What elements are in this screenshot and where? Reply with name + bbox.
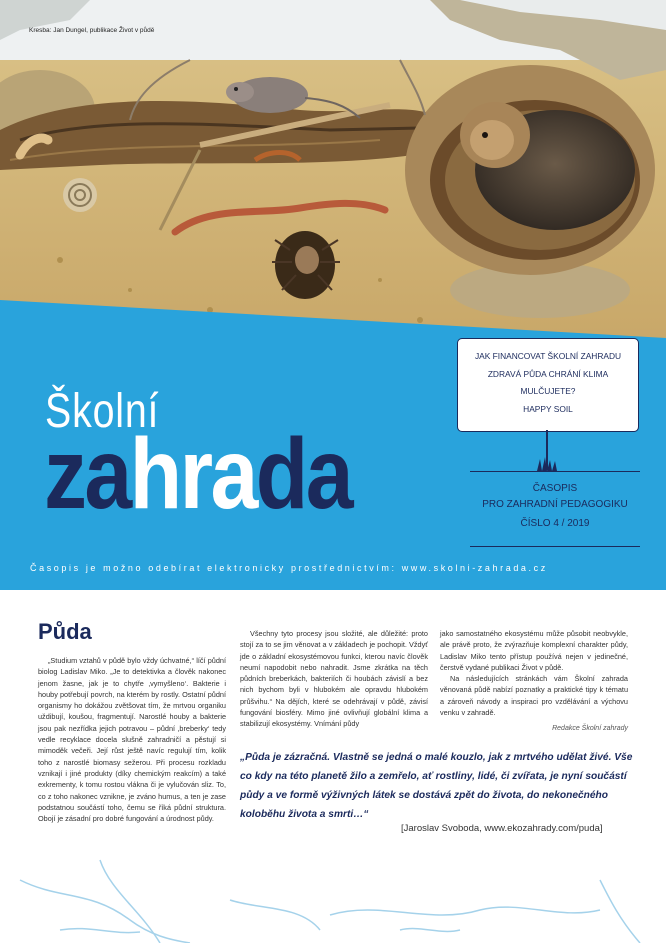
contents-item[interactable]: ZDRAVÁ PŮDA CHRÁNÍ KLIMA bbox=[487, 368, 609, 379]
masthead-za: za bbox=[44, 418, 130, 530]
contents-item[interactable]: JAK FINANCOVAT ŠKOLNÍ ZAHRADU bbox=[474, 351, 622, 361]
pull-quote: „Půda je zázračná. Vlastně se jedná o malé kouzlo, jak z mrtvého udělat živé. Vše co kdy na této planetě žilo a zemřelo, ať rostliny, lidé, či zvířata, je nyní součástí půdy a ve formě výživných látek se dostává zpět do života, do nekonečného koloběhu života a smrti…“ bbox=[240, 752, 633, 820]
masthead-word-skolni: Školní bbox=[45, 385, 160, 438]
roots-sketch bbox=[0, 840, 666, 943]
issue-divider-top bbox=[470, 471, 640, 472]
article-title: Půda bbox=[38, 619, 92, 644]
masthead-hra: hra bbox=[129, 418, 256, 530]
issue-line1: ČASOPIS bbox=[532, 483, 578, 494]
issue-number: ČÍSLO 4 / 2019 bbox=[520, 518, 590, 529]
editorial-signature: Redakce Školní zahrady bbox=[552, 725, 628, 733]
article-column-2 bbox=[240, 628, 428, 730]
quote-source: [Jaroslav Svoboda, www.ekozahrady.com/puda] bbox=[401, 823, 603, 834]
masthead-word-zahrada bbox=[44, 418, 351, 530]
subscribe-note: Časopis je možno odebírat elektronicky prostřednictvím: www.skolni-zahrada.cz bbox=[30, 563, 548, 573]
issue-divider-bottom bbox=[470, 546, 640, 547]
article-paragraph: Na následujících stránkách vám Školní zahrada věnovaná půdě nabízí poznatky a praktické tipy k tématu a zároveň návody a inspiraci pro vzdělávání a výchovu venku v zahradě. bbox=[440, 674, 628, 718]
contents-signpost bbox=[457, 338, 639, 432]
issue-line2: PRO ZAHRADNÍ PEDAGOGIKU bbox=[482, 499, 628, 510]
contents-item[interactable]: HAPPY SOIL bbox=[523, 403, 573, 414]
article-column-1 bbox=[38, 655, 226, 824]
illustration-credit: Kresba: Jan Dungel, publikace Život v půdě bbox=[29, 27, 155, 34]
article-paragraph: Všechny tyto procesy jsou složité, ale důležité: proto stojí za to se jim věnovat a v základech je pochopit. Vždyť jde o základní ekosystémovou funkci, kterou navíc člověk neumí napodobit nebo nahradit. Jsme zkrátka na těch půdních breberkách, bakteriích či houbách závislí a bez nich bychom byli v hlubokém ale opravdu hlubokém průšvihu.“ Na dějích, které se odehrávají v půdě, závisí fungování biosféry. Mimo jiné ovlivňují globální klima a stabilizují ekosystémy. Vnímání půdy bbox=[240, 629, 428, 729]
article-column-3 bbox=[440, 628, 628, 735]
article-paragraph: jako samostatného ekosystému může působit neobvykle, ale právě proto, že zvýrazňuje komplexní charakter půdy, Ladislav Miko tento přístup používá nejen v jedinečné, čerstvě vydané publikaci Život v půdě. bbox=[440, 629, 628, 672]
grass-icon bbox=[535, 455, 559, 471]
masthead-da: da bbox=[255, 418, 351, 530]
contents-item[interactable]: MULČUJETE? bbox=[520, 386, 576, 396]
article-paragraph: „Studium vztahů v půdě bylo vždy úchvatné,“ líčí půdní biolog Ladislav Miko. „Je to detektivka a člověk nakonec jenom žasne, jak je to chytře ‚vymyšleno‘. Bakterie i houby potřebují povrch, na kterém by rostly. Ostatní půdní organismy ho dokážou zvětšovat tím, že mrtvou organiku uždibují, koušou, fragmentují. Narostlé houby a bakterie jsou pak nezřídka jejich potravou – půdní ‚breberky‘ tedy vedle recyklace docela slušně zahradničí a pěstují si mimoděk večeři. Její růst ještě navíc regulují tím, kolik toho z narostlé biomasy sežerou. Při procesu rozkladu vznikají i jiné produkty (díky chemickým reakcím) a také exkrementy, k tomu rostou vlákna či je vylučován sliz. To, co z toho nakonec vznikne, je zváno humus, a ten je zase podstatnou součástí toho, čemu se říká půdní struktura. Obojí je zásadní pro dobré fungování a úrodnost půdy. bbox=[38, 656, 226, 824]
